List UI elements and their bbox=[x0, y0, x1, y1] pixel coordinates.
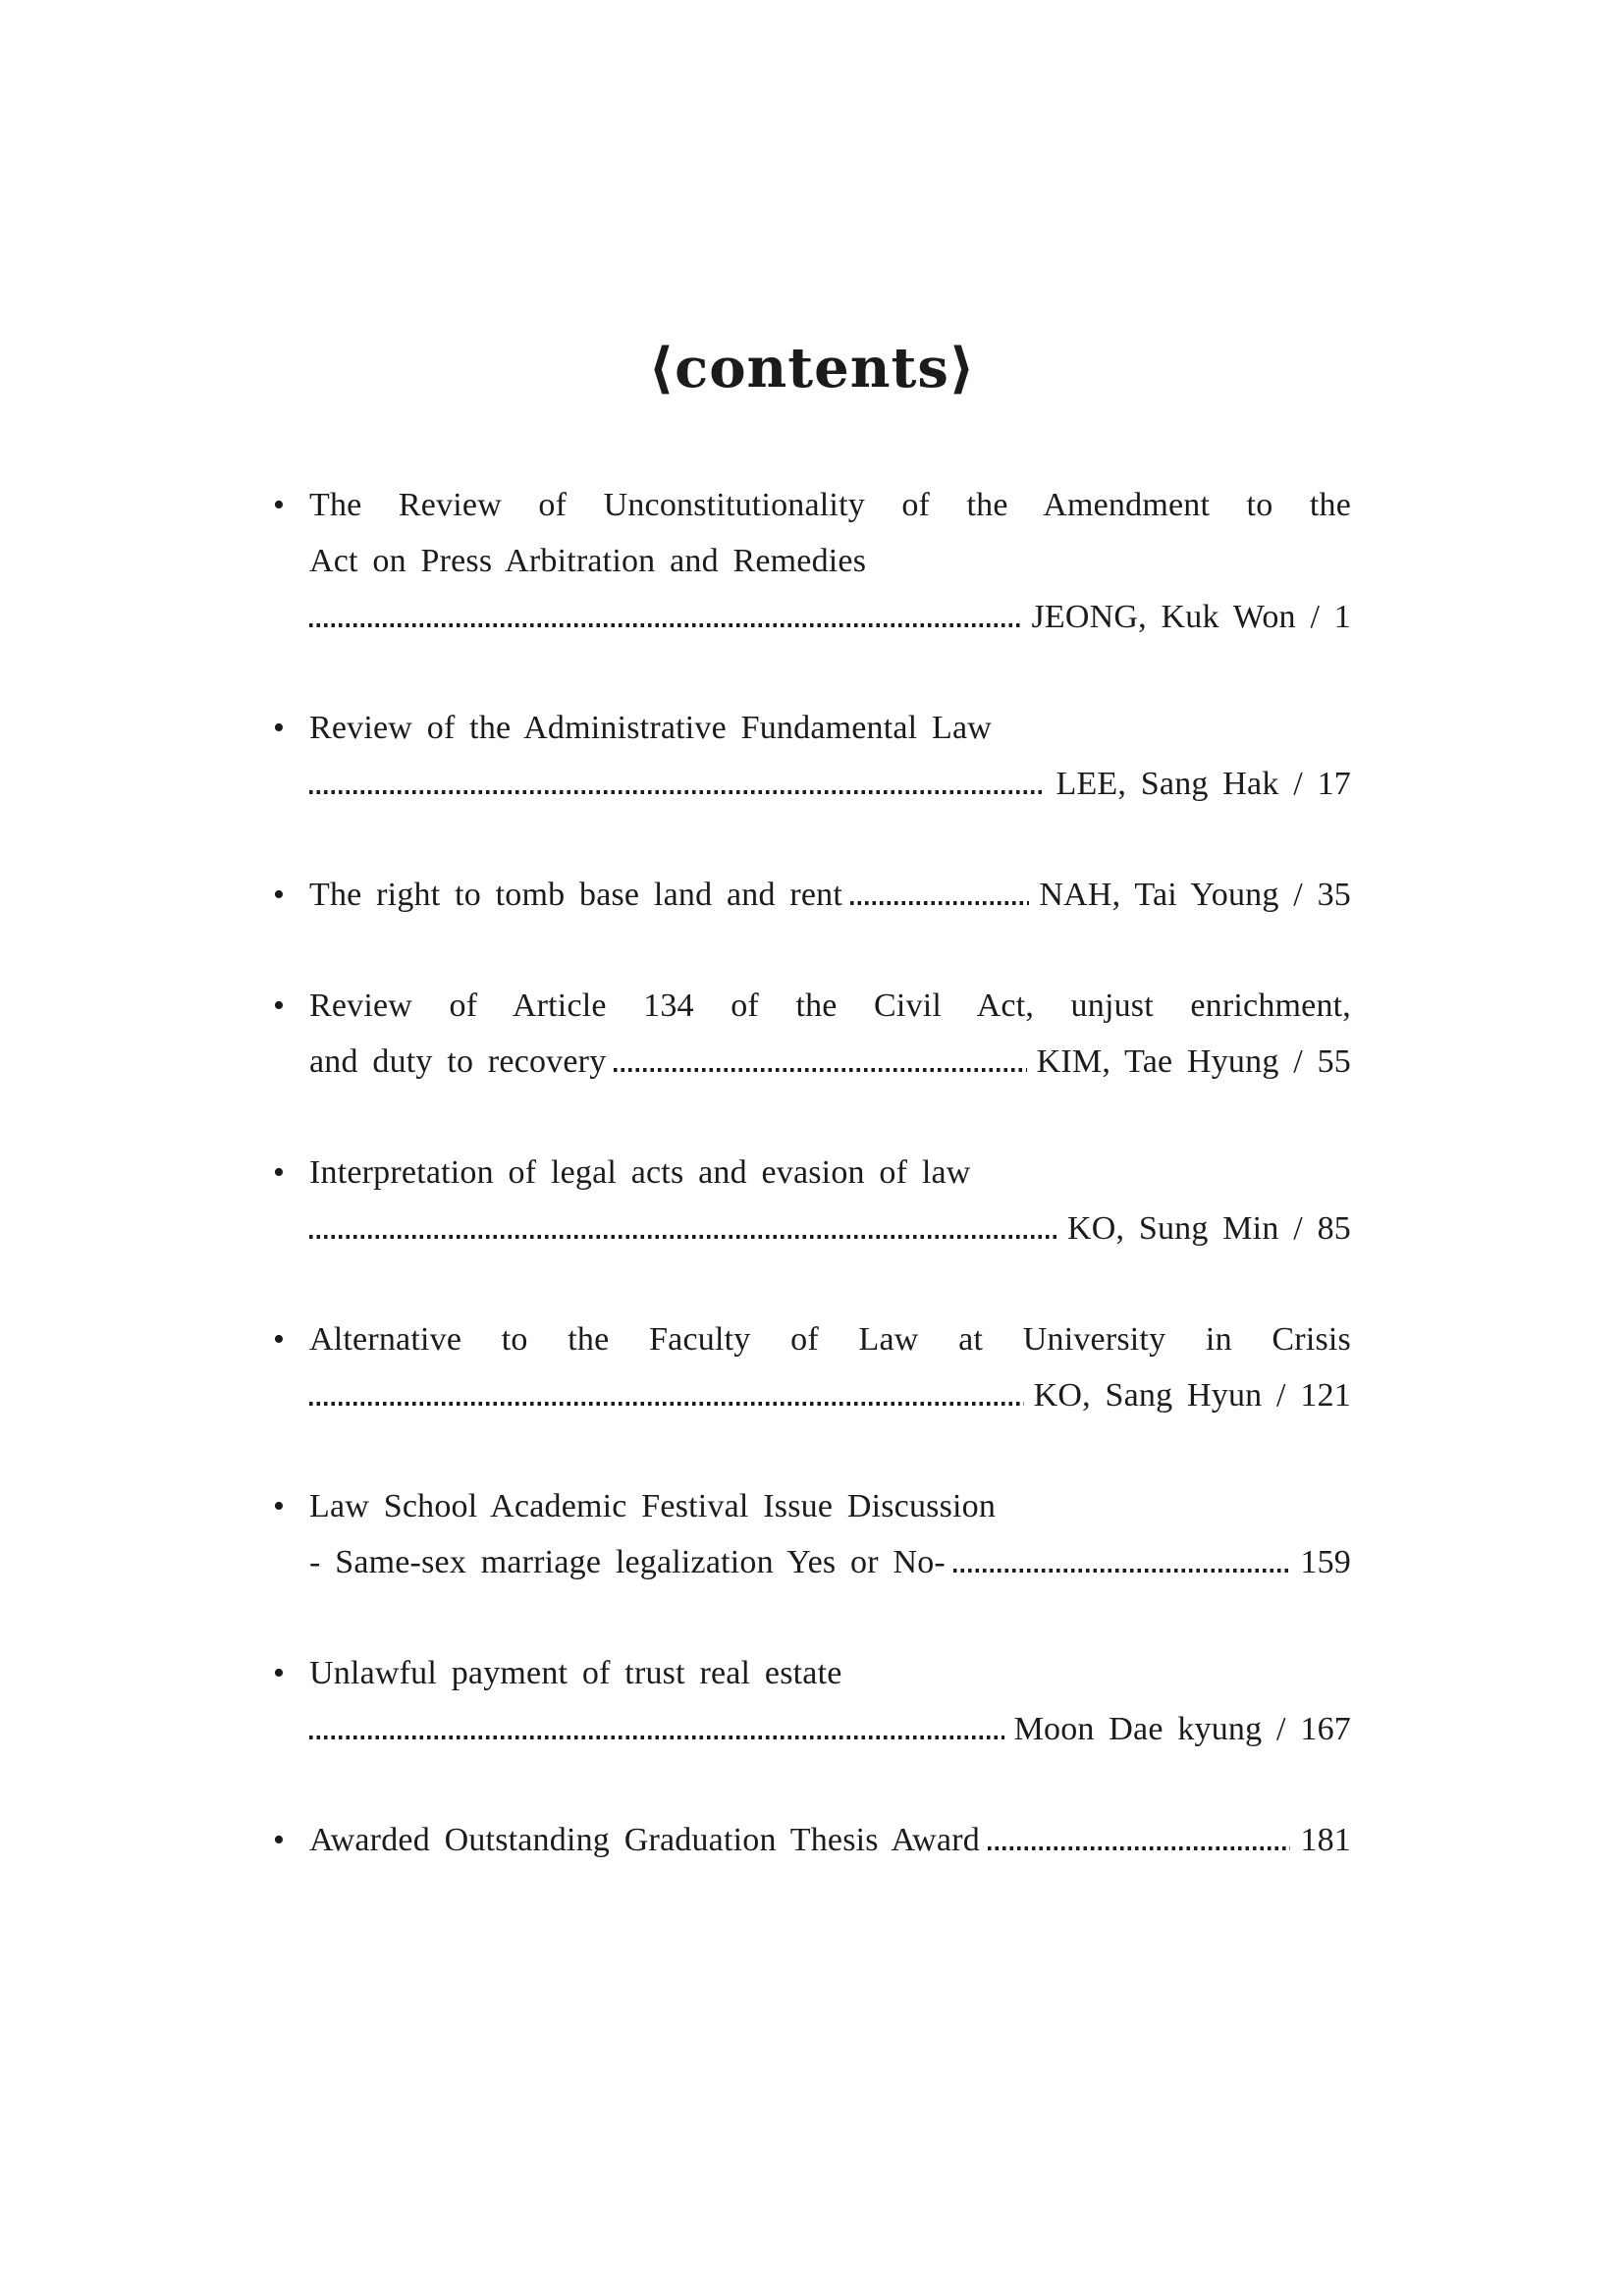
author-page-separator: / bbox=[1278, 1210, 1318, 1247]
entry-title-line: Review of Article 134 of the Civil Act, unjust enrichment, bbox=[309, 988, 1351, 1024]
toc-entry-line bbox=[273, 1145, 1351, 1201]
toc-entry-dots-line bbox=[273, 1701, 1351, 1757]
bullet-icon: • bbox=[273, 1822, 286, 1858]
entry-reference bbox=[1014, 1701, 1351, 1757]
author-page-separator: / bbox=[1295, 599, 1334, 635]
bullet-icon: • bbox=[273, 1321, 286, 1358]
entry-reference bbox=[1031, 589, 1351, 645]
entry-reference bbox=[1034, 1367, 1351, 1423]
entry-reference bbox=[1039, 867, 1351, 923]
entry-page-number: 35 bbox=[1317, 877, 1351, 913]
bullet-icon: • bbox=[273, 487, 286, 523]
toc-entry bbox=[273, 477, 1351, 645]
entry-author: LEE, Sang Hak bbox=[1056, 766, 1279, 802]
entry-page-number: 159 bbox=[1300, 1544, 1351, 1580]
dot-leader bbox=[309, 790, 1046, 794]
dot-leader bbox=[953, 1569, 1290, 1573]
author-page-separator: / bbox=[1262, 1377, 1301, 1414]
author-page-separator: / bbox=[1278, 1043, 1318, 1080]
entry-title-line: Act on Press Arbitration and Remedies bbox=[309, 543, 867, 579]
dot-leader bbox=[309, 1402, 1024, 1406]
entry-author: NAH, Tai Young bbox=[1039, 877, 1279, 913]
toc-list bbox=[273, 477, 1351, 1923]
dot-leader bbox=[850, 901, 1029, 905]
entry-author: Moon Dae kyung bbox=[1013, 1711, 1263, 1747]
entry-reference bbox=[1056, 756, 1351, 812]
entry-title-line: Alternative to the Faculty of Law at University in Crisis bbox=[309, 1321, 1351, 1358]
toc-entry-line bbox=[273, 867, 1351, 923]
toc-entry-line bbox=[273, 533, 1351, 589]
toc-entry bbox=[273, 1645, 1351, 1757]
author-page-separator: / bbox=[1278, 766, 1318, 802]
entry-title-line: - Same-sex marriage legalization Yes or No- bbox=[309, 1544, 946, 1580]
toc-entry-dots-line bbox=[273, 1201, 1351, 1256]
entry-page-number: 1 bbox=[1333, 599, 1351, 635]
bullet-icon: • bbox=[273, 710, 286, 746]
entry-page-number: 121 bbox=[1300, 1377, 1351, 1414]
toc-entry bbox=[273, 867, 1351, 923]
toc-entry-line bbox=[273, 1812, 1351, 1868]
entry-reference bbox=[1300, 1812, 1351, 1868]
toc-entry-line bbox=[273, 1534, 1351, 1590]
bullet-icon: • bbox=[273, 1655, 286, 1691]
author-page-separator: / bbox=[1262, 1711, 1301, 1747]
entry-reference bbox=[1300, 1534, 1351, 1590]
entry-title-line: Unlawful payment of trust real estate bbox=[309, 1655, 842, 1691]
entry-title-line: Awarded Outstanding Graduation Thesis Award bbox=[309, 1822, 980, 1858]
entry-author: JEONG, Kuk Won bbox=[1031, 599, 1296, 635]
bullet-icon: • bbox=[273, 1488, 286, 1524]
entry-title-line: The right to tomb base land and rent bbox=[309, 877, 843, 913]
entry-author: KO, Sung Min bbox=[1066, 1210, 1279, 1247]
toc-entry-dots-line bbox=[273, 589, 1351, 645]
toc-entry-dots-line bbox=[273, 756, 1351, 812]
toc-entry-line bbox=[273, 978, 1351, 1034]
entry-reference bbox=[1037, 1034, 1351, 1090]
entry-reference bbox=[1067, 1201, 1351, 1256]
toc-entry bbox=[273, 1145, 1351, 1256]
entry-title-line: The Review of Unconstitutionality of the Amendment to the bbox=[309, 487, 1351, 523]
entry-page-number: 181 bbox=[1300, 1822, 1351, 1858]
toc-entry-line bbox=[273, 1478, 1351, 1534]
bullet-icon: • bbox=[273, 1154, 286, 1191]
toc-entry-line bbox=[273, 1311, 1351, 1367]
entry-author: KO, Sang Hyun bbox=[1033, 1377, 1263, 1414]
entry-author: KIM, Tae Hyung bbox=[1036, 1043, 1279, 1080]
entry-page-number: 55 bbox=[1317, 1043, 1351, 1080]
toc-entry-line bbox=[273, 1645, 1351, 1701]
author-page-separator: / bbox=[1278, 877, 1318, 913]
dot-leader bbox=[309, 1235, 1057, 1239]
entry-page-number: 85 bbox=[1317, 1210, 1351, 1247]
toc-entry bbox=[273, 1812, 1351, 1868]
toc-entry-dots-line bbox=[273, 1367, 1351, 1423]
toc-entry bbox=[273, 1311, 1351, 1423]
bullet-icon: • bbox=[273, 877, 286, 913]
toc-entry bbox=[273, 1478, 1351, 1590]
toc-entry bbox=[273, 978, 1351, 1090]
dot-leader bbox=[309, 623, 1021, 627]
dot-leader bbox=[988, 1846, 1290, 1850]
entry-page-number: 167 bbox=[1300, 1711, 1351, 1747]
dot-leader bbox=[309, 1735, 1004, 1739]
entry-page-number: 17 bbox=[1317, 766, 1351, 802]
entry-title-line: Interpretation of legal acts and evasion of law bbox=[309, 1154, 971, 1191]
entry-title-line: Review of the Administrative Fundamental Law bbox=[309, 710, 993, 746]
toc-entry-line bbox=[273, 477, 1351, 533]
entry-title-line: and duty to recovery bbox=[309, 1043, 607, 1080]
entry-title-line: Law School Academic Festival Issue Discussion bbox=[309, 1488, 997, 1524]
page-title: ⟨contents⟩ bbox=[648, 336, 976, 400]
dot-leader bbox=[614, 1068, 1026, 1072]
toc-entry-line bbox=[273, 700, 1351, 756]
toc-entry-line bbox=[273, 1034, 1351, 1090]
bullet-icon: • bbox=[273, 988, 286, 1024]
toc-entry bbox=[273, 700, 1351, 812]
